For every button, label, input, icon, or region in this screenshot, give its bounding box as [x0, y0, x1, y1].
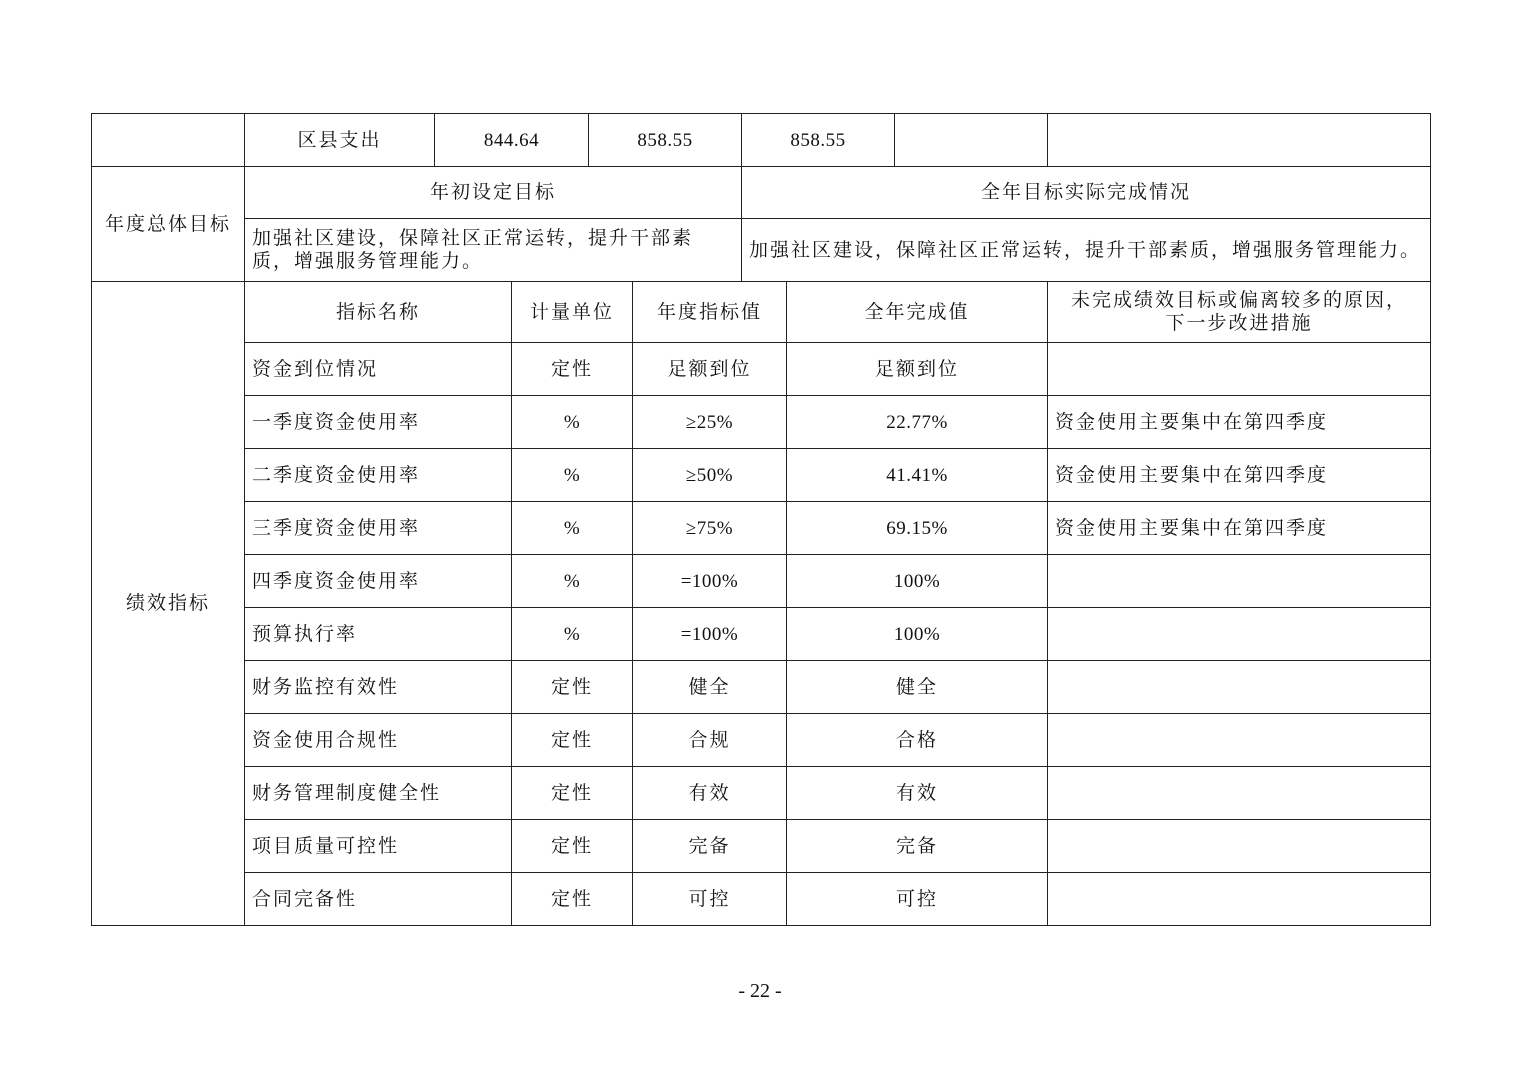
indicator-name: 一季度资金使用率: [245, 396, 512, 449]
indicator-unit: %: [512, 502, 633, 555]
indicator-name: 财务监控有效性: [245, 661, 512, 714]
indicator-name: 资金到位情况: [245, 343, 512, 396]
indicator-actual: 合格: [787, 714, 1048, 767]
indicator-reason: 资金使用主要集中在第四季度: [1048, 449, 1431, 502]
indicator-unit: %: [512, 608, 633, 661]
indicator-target: 可控: [633, 873, 787, 926]
table-row: [92, 343, 1431, 396]
indicator-name: 项目质量可控性: [245, 820, 512, 873]
indicator-unit: 定性: [512, 873, 633, 926]
indicator-unit: %: [512, 396, 633, 449]
indicator-name: 预算执行率: [245, 608, 512, 661]
indicator-name: 财务管理制度健全性: [245, 767, 512, 820]
indicator-unit: 定性: [512, 714, 633, 767]
header-indicator-name: 指标名称: [245, 282, 512, 343]
indicator-reason: [1048, 343, 1431, 396]
expense-label: 区县支出: [245, 114, 435, 167]
table-row: [92, 820, 1431, 873]
table-row: [92, 555, 1431, 608]
expense-value-4: [895, 114, 1048, 167]
table-row: [92, 873, 1431, 926]
indicator-target: 健全: [633, 661, 787, 714]
indicator-name: 三季度资金使用率: [245, 502, 512, 555]
indicator-target: 合规: [633, 714, 787, 767]
indicator-actual: 有效: [787, 767, 1048, 820]
indicator-unit: 定性: [512, 661, 633, 714]
expense-value-2: 858.55: [589, 114, 742, 167]
indicator-actual: 69.15%: [787, 502, 1048, 555]
page-number: - 22 -: [738, 980, 782, 1002]
indicator-name: 合同完备性: [245, 873, 512, 926]
table-row: [92, 502, 1431, 555]
indicator-unit: 定性: [512, 820, 633, 873]
indicator-actual: 可控: [787, 873, 1048, 926]
header-actual-value: 全年完成值: [787, 282, 1048, 343]
indicator-actual: 22.77%: [787, 396, 1048, 449]
performance-label: 绩效指标: [92, 282, 245, 926]
indicator-actual: 完备: [787, 820, 1048, 873]
table-row: [92, 608, 1431, 661]
indicator-target: 足额到位: [633, 343, 787, 396]
indicator-reason: 资金使用主要集中在第四季度: [1048, 396, 1431, 449]
indicator-target: 完备: [633, 820, 787, 873]
indicator-target: =100%: [633, 608, 787, 661]
indicator-target: ≥25%: [633, 396, 787, 449]
indicator-reason: 资金使用主要集中在第四季度: [1048, 502, 1431, 555]
indicator-reason: [1048, 873, 1431, 926]
goal-set-text: 加强社区建设，保障社区正常运转，提升干部素质，增强服务管理能力。: [245, 219, 742, 282]
indicator-target: ≥50%: [633, 449, 787, 502]
expense-value-3: 858.55: [742, 114, 895, 167]
header-deviation-reason: 未完成绩效目标或偏离较多的原因，下一步改进措施: [1048, 282, 1431, 343]
goal-actual-header: 全年目标实际完成情况: [742, 167, 1431, 219]
table-row: [92, 767, 1431, 820]
indicator-name: 二季度资金使用率: [245, 449, 512, 502]
indicator-unit: 定性: [512, 343, 633, 396]
performance-header-row: [92, 282, 1431, 343]
empty-cell: [92, 114, 245, 167]
expense-value-1: 844.64: [435, 114, 589, 167]
annual-goal-text-row: [92, 219, 1431, 282]
goal-actual-text: 加强社区建设，保障社区正常运转，提升干部素质，增强服务管理能力。: [742, 219, 1431, 282]
indicator-reason: [1048, 608, 1431, 661]
indicator-name: 四季度资金使用率: [245, 555, 512, 608]
indicator-unit: %: [512, 449, 633, 502]
table-row: [92, 714, 1431, 767]
indicator-target: =100%: [633, 555, 787, 608]
indicator-reason: [1048, 661, 1431, 714]
indicator-target: ≥75%: [633, 502, 787, 555]
table-row: [92, 661, 1431, 714]
table-row: [92, 449, 1431, 502]
indicator-target: 有效: [633, 767, 787, 820]
indicator-reason: [1048, 767, 1431, 820]
indicator-unit: %: [512, 555, 633, 608]
header-unit: 计量单位: [512, 282, 633, 343]
indicator-name: 资金使用合规性: [245, 714, 512, 767]
indicator-reason: [1048, 820, 1431, 873]
annual-goal-header-row: [92, 167, 1431, 219]
indicator-actual: 健全: [787, 661, 1048, 714]
indicator-unit: 定性: [512, 767, 633, 820]
table-row: [92, 396, 1431, 449]
indicator-actual: 41.41%: [787, 449, 1048, 502]
indicator-actual: 100%: [787, 608, 1048, 661]
goal-set-header: 年初设定目标: [245, 167, 742, 219]
expense-row: [92, 114, 1431, 167]
header-annual-target: 年度指标值: [633, 282, 787, 343]
indicator-reason: [1048, 555, 1431, 608]
indicator-actual: 100%: [787, 555, 1048, 608]
performance-evaluation-table: [91, 113, 1431, 926]
annual-goal-label: 年度总体目标: [92, 167, 245, 282]
indicator-actual: 足额到位: [787, 343, 1048, 396]
expense-value-5: [1048, 114, 1431, 167]
indicator-reason: [1048, 714, 1431, 767]
